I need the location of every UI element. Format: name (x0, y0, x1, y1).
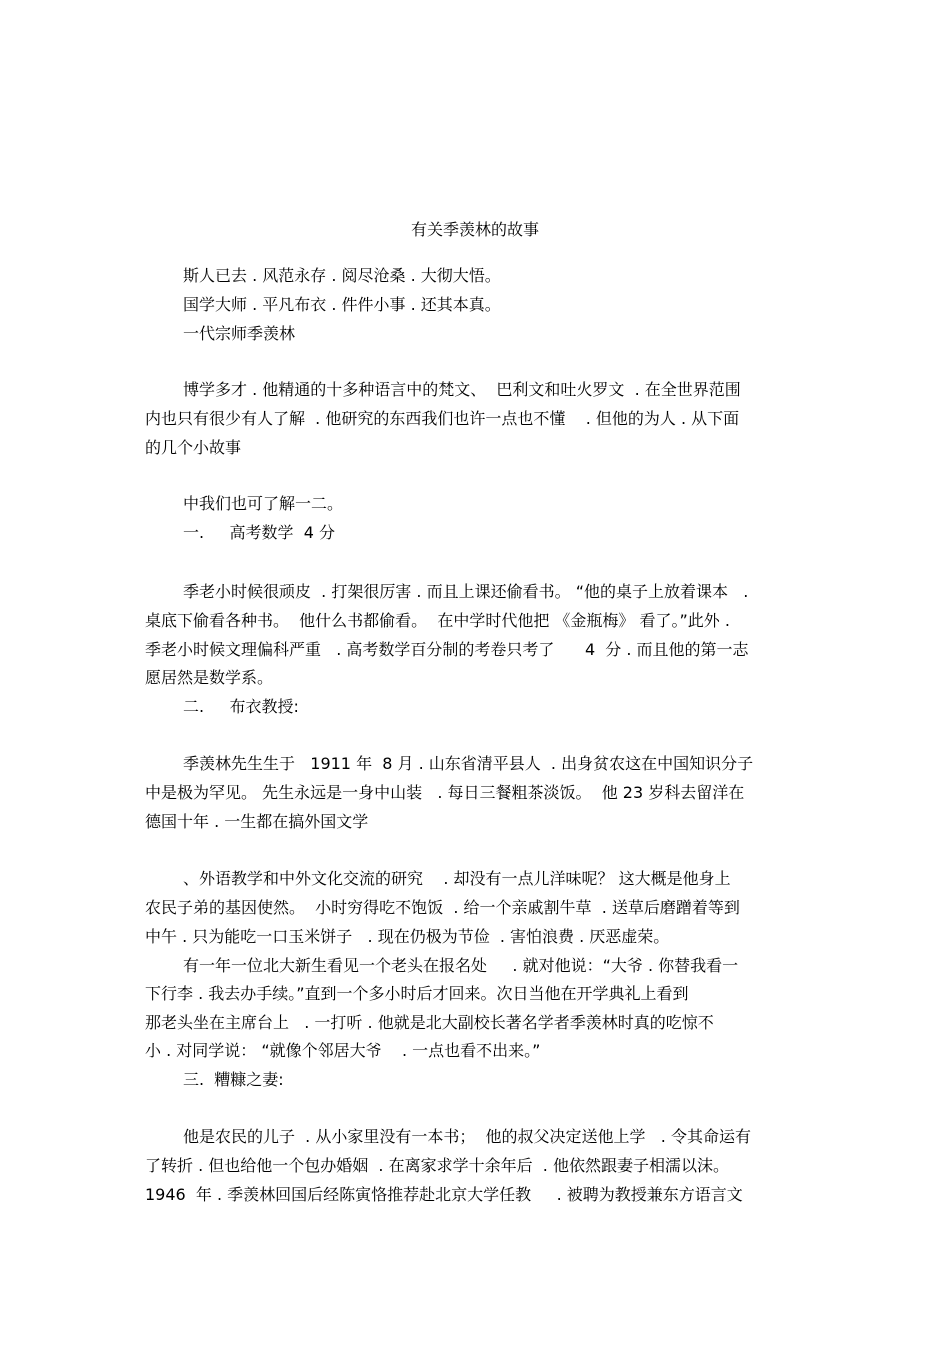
text-line: 了转折 . 但也给他一个包办婚姻 . 在离家求学十余年后 . 他依然跟妻子相濡以沫。 (145, 1156, 729, 1175)
text-line: 中我们也可了解一二。 (183, 494, 344, 513)
text-line: 农民子弟的基因使然。 小时穷得吃不饱饭 . 给一个亲戚割牛草 . 送草后磨蹭着等到 (145, 898, 740, 917)
text-line: 中是极为罕见。 先生永远是一身中山装 . 每日三餐粗茶淡饭。 他 23 岁科去留洋在 (145, 783, 745, 802)
text-line: 他是农民的儿子 . 从小家里没有一本书； 他的叔父决定送他上学 . 令其命运有 (183, 1127, 751, 1146)
text-line: 、外语教学和中外文化交流的研究 . 却没有一点儿洋味呢？ 这大概是他身上 (183, 869, 731, 888)
section-heading: 二. 布衣教授: (183, 697, 299, 716)
text-line: 的几个小故事 (145, 438, 242, 457)
text-line: 一代宗师季羡林 (183, 324, 296, 343)
text-line: 季羡林先生生于 1911 年 8 月 . 山东省清平县人 . 出身贫农这在中国知识分子 (183, 754, 754, 773)
document-title: 有关季羡林的故事 (410, 220, 539, 239)
text-line: 德国十年 . 一生都在搞外国文学 (145, 812, 369, 831)
section-heading: 三. 糟糠之妻: (183, 1070, 284, 1089)
text-line: 内也只有很少有人了解 . 他研究的东西我们也许一点也不懂 . 但他的为人 . 从下面 (145, 409, 740, 428)
text-line: 桌底下偷看各种书。 他什么书都偷看。 在中学时代他把 《金瓶梅》 看了。”此外 . (145, 611, 730, 630)
text-line: 那老头坐在主席台上 . 一打听 . 他就是北大副校长著名学者季羡林时真的吃惊不 (145, 1013, 714, 1032)
text-line: 季老小时候很顽皮 . 打架很厉害 . 而且上课还偷看书。 “他的桌子上放着课本 . (183, 582, 749, 601)
text-line: 小 . 对同学说： “就像个邻居大爷 . 一点也看不出来。” (145, 1041, 541, 1060)
section-heading: 一. 高考数学 4 分 (183, 523, 335, 542)
text-line: 1946 年 . 季羡林回国后经陈寅恪推荐赴北京大学任教 . 被聘为教授兼东方语言文 (145, 1185, 743, 1204)
text-line: 季老小时候文理偏科严重 . 高考数学百分制的考卷只考了 4 分 . 而且他的第一志 (145, 640, 749, 659)
text-line: 下行李 . 我去办手续。”直到一个多小时后才回来。次日当他在开学典礼上看到 (145, 984, 689, 1003)
text-line: 有一年一位北大新生看见一个老头在报名处 . 就对他说：“大爷 . 你替我看一 (183, 956, 739, 975)
text-line: 愿居然是数学系。 (145, 668, 274, 687)
text-line: 国学大师 . 平凡布衣 . 件件小事 . 还其本真。 (183, 295, 501, 314)
text-line: 中午 . 只为能吃一口玉米饼子 . 现在仍极为节俭 . 害怕浪费 . 厌恶虚荣。 (145, 927, 670, 946)
text-line: 斯人已去 . 风范永存 . 阅尽沧桑 . 大彻大悟。 (183, 266, 501, 285)
text-line: 博学多才 . 他精通的十多种语言中的梵文、 巴利文和吐火罗文 . 在全世界范围 (183, 380, 741, 399)
